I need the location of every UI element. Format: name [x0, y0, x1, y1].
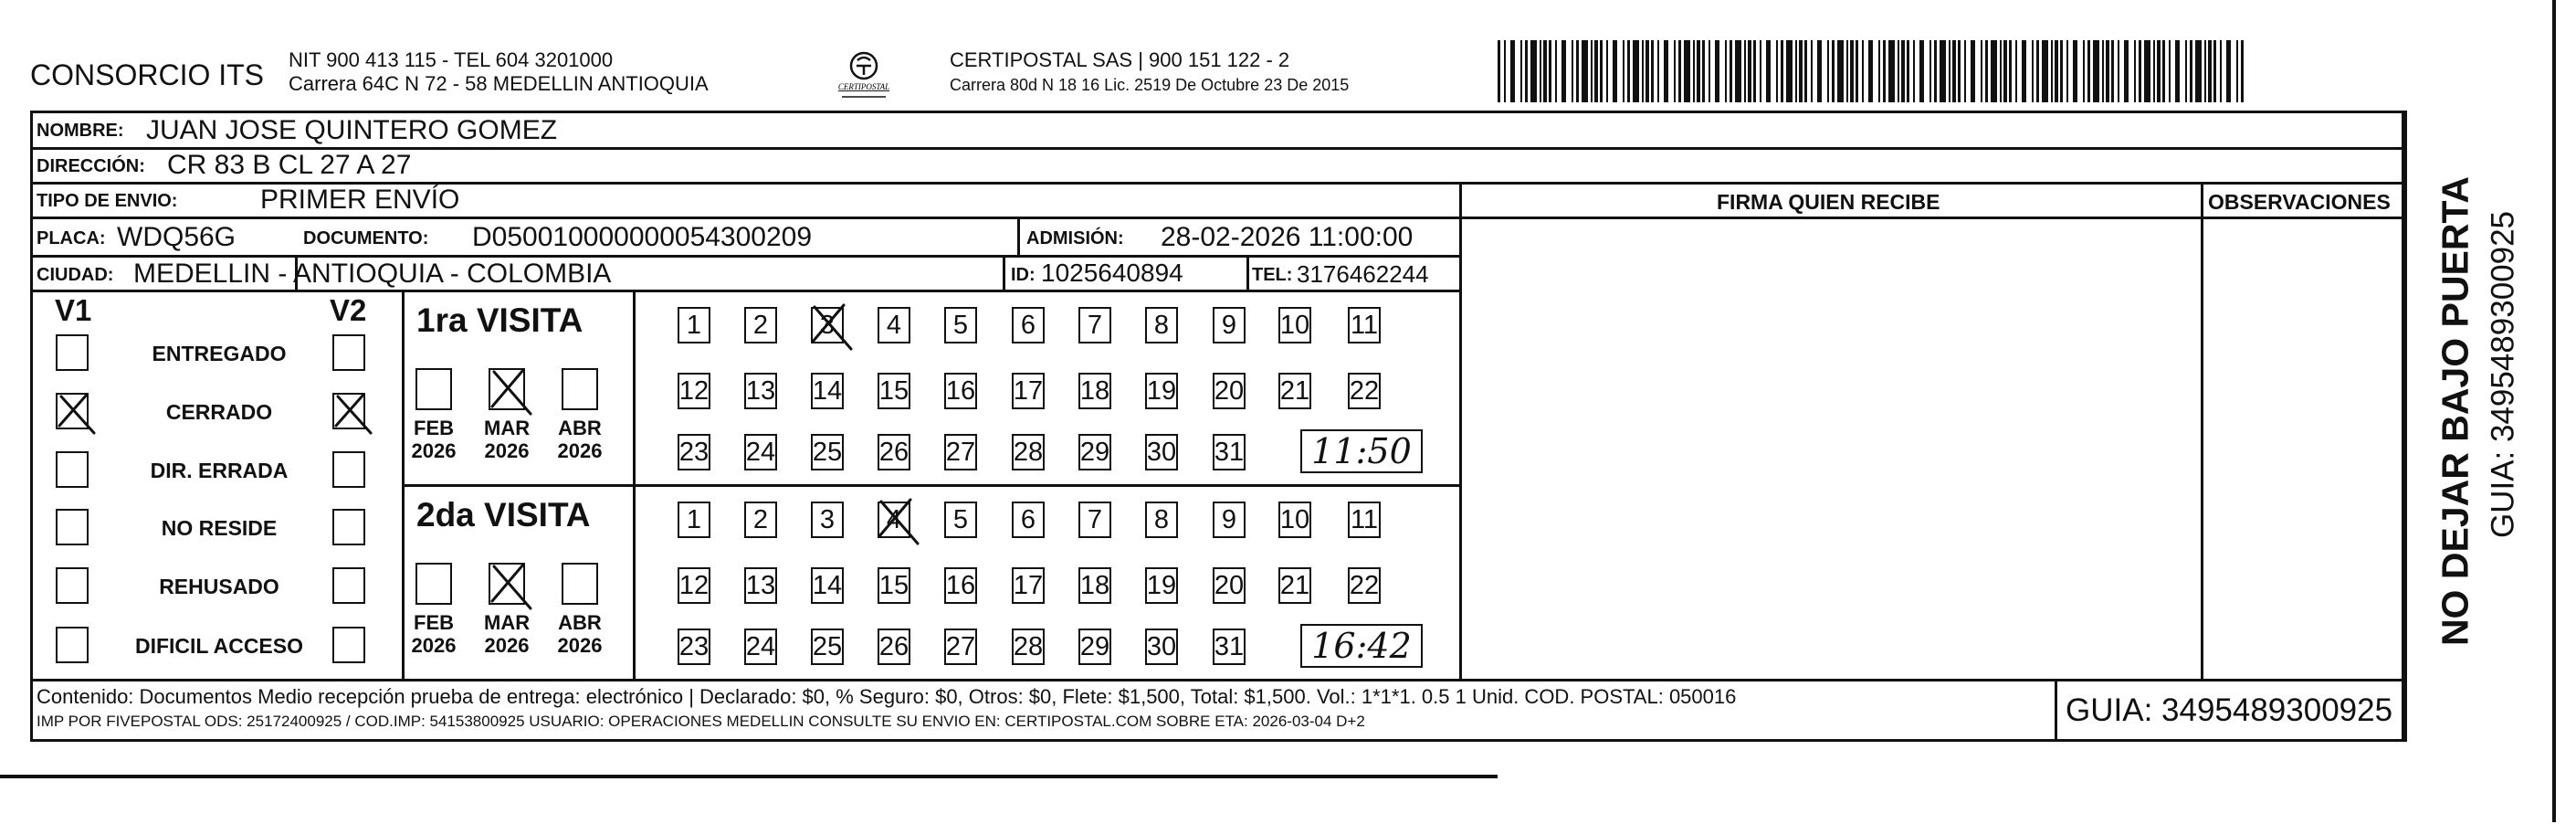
- day-box[interactable]: 12: [678, 373, 710, 409]
- page-edge: [0, 775, 1498, 778]
- barcode: [1498, 40, 2246, 102]
- day-box[interactable]: 28: [1012, 629, 1045, 665]
- month-year: 2026: [557, 439, 603, 462]
- placa-label: PLACA:: [37, 228, 106, 248]
- day-box[interactable]: 1: [678, 307, 710, 343]
- nombre-value: JUAN JOSE QUINTERO GOMEZ: [146, 115, 558, 145]
- v1-checkbox[interactable]: [56, 627, 89, 663]
- observaciones-header: OBSERVACIONES: [2208, 190, 2391, 214]
- v2-checkbox[interactable]: [332, 451, 365, 488]
- day-box[interactable]: 24: [744, 629, 777, 665]
- day-box[interactable]: 25: [811, 629, 844, 665]
- day-box[interactable]: 20: [1213, 373, 1246, 409]
- day-box[interactable]: 4: [878, 307, 910, 343]
- day-box[interactable]: 30: [1145, 629, 1178, 665]
- month-label: FEB: [414, 611, 454, 634]
- month-label: ABR: [558, 611, 602, 634]
- v2-checkbox[interactable]: [332, 509, 365, 545]
- month-checkmark: [489, 563, 525, 605]
- day-box[interactable]: 30: [1145, 434, 1178, 470]
- day-box[interactable]: 7: [1078, 502, 1111, 538]
- visit-time[interactable]: 11:50: [1300, 429, 1423, 473]
- visit-title: 1ra VISITA: [416, 301, 584, 339]
- carrier-line: CERTIPOSTAL SAS | 900 151 122 - 2: [950, 48, 1290, 71]
- day-box[interactable]: 5: [944, 502, 977, 538]
- day-box[interactable]: 11: [1348, 307, 1381, 343]
- day-box[interactable]: 14: [811, 373, 844, 409]
- status-label: DIR. ERRADA: [150, 459, 289, 482]
- day-box[interactable]: 21: [1278, 373, 1311, 409]
- day-checkmark: [809, 303, 846, 345]
- day-box[interactable]: 29: [1078, 434, 1111, 470]
- day-box[interactable]: 11: [1348, 502, 1381, 538]
- day-box[interactable]: 23: [678, 629, 710, 665]
- v1-checkbox[interactable]: [56, 567, 89, 604]
- svg-text:CERTIPOSTAL: CERTIPOSTAL: [837, 82, 890, 91]
- status-label: REHUSADO: [159, 575, 279, 598]
- day-box[interactable]: 26: [878, 434, 910, 470]
- day-checkmark: [876, 498, 912, 540]
- day-box[interactable]: 20: [1213, 567, 1246, 604]
- documento-value: D050010000000054300209: [472, 222, 813, 252]
- side-guia: GUIA: 3495489300925: [2485, 210, 2521, 539]
- footer-guia: GUIA: 3495489300925: [2066, 692, 2393, 728]
- day-box[interactable]: 22: [1348, 567, 1381, 604]
- imp-text: IMP POR FIVEPOSTAL ODS: 25172400925 / COD.IMP: 54153800925 USUARIO: OPERACIONES MEDELLIN CONSULTE SU ENVIO EN: CERTIPOSTAL.COM SOBRE ETA: 2026-03-04 D+2: [37, 713, 1365, 730]
- day-box[interactable]: 1: [678, 502, 710, 538]
- day-box[interactable]: 2: [744, 502, 777, 538]
- day-box[interactable]: 14: [811, 567, 844, 604]
- month-label: MAR: [484, 611, 531, 634]
- day-box[interactable]: 18: [1078, 567, 1111, 604]
- tipo-envio-label: TIPO DE ENVIO:: [37, 191, 178, 211]
- day-box[interactable]: 17: [1012, 567, 1045, 604]
- certipostal-logo: [831, 48, 897, 102]
- month-year: 2026: [411, 439, 457, 462]
- month-year: 2026: [484, 439, 530, 462]
- day-box[interactable]: 3: [811, 307, 844, 343]
- day-box[interactable]: 29: [1078, 629, 1111, 665]
- visit-time[interactable]: 16:42: [1300, 624, 1423, 668]
- day-box[interactable]: 12: [678, 567, 710, 604]
- day-box[interactable]: 2: [744, 307, 777, 343]
- day-box[interactable]: 18: [1078, 373, 1111, 409]
- day-box[interactable]: 10: [1278, 502, 1311, 538]
- month-year: 2026: [411, 634, 457, 657]
- day-box[interactable]: 19: [1145, 373, 1178, 409]
- status-label: ENTREGADO: [152, 342, 287, 365]
- no-dejar-bajo-puerta: NO DEJAR BAJO PUERTA: [2434, 175, 2476, 647]
- nombre-label: NOMBRE:: [37, 121, 124, 141]
- month-checkbox[interactable]: [562, 563, 598, 605]
- day-box[interactable]: 27: [944, 629, 977, 665]
- direccion-label: DIRECCIÓN:: [37, 156, 145, 176]
- day-box[interactable]: 16: [944, 567, 977, 604]
- month-checkbox[interactable]: [415, 368, 452, 410]
- day-box[interactable]: 24: [744, 434, 777, 470]
- day-box[interactable]: 22: [1348, 373, 1381, 409]
- license-line: Carrera 80d N 18 16 Lic. 2519 De Octubre 23 De 2015: [950, 76, 1350, 94]
- status-label: DIFICIL ACCESO: [134, 634, 303, 658]
- ciudad-label: CIUDAD:: [37, 265, 114, 285]
- day-box[interactable]: 27: [944, 434, 977, 470]
- day-box[interactable]: 3: [811, 502, 844, 538]
- tel-label: TEL:: [1252, 265, 1293, 285]
- contenido-text: Contenido: Documentos Medio recepción prueba de entrega: electrónico | Declarado: $0, % Seguro: $0, Otros: $0, Flete: $1,500, Total: $1,500. Vol.: 1*1*1. 0.5 1 Unid. COD. POSTAL: 050016: [37, 685, 1737, 708]
- nit-line: NIT 900 413 115 - TEL 604 3201000: [289, 48, 614, 71]
- ciudad-value: MEDELLIN - ANTIOQUIA - COLOMBIA: [133, 259, 612, 289]
- id-value: 1025640894: [1041, 259, 1183, 287]
- v2-checkbox[interactable]: [332, 334, 365, 371]
- direccion-value: CR 83 B CL 27 A 27: [167, 150, 412, 180]
- month-label: ABR: [558, 417, 602, 439]
- day-box[interactable]: 31: [1213, 629, 1246, 665]
- v2-checkbox[interactable]: [332, 627, 365, 663]
- admision-value: 28-02-2026 11:00:00: [1161, 222, 1414, 252]
- month-label: FEB: [414, 417, 454, 439]
- day-box[interactable]: 16: [944, 373, 977, 409]
- month-checkbox[interactable]: [415, 563, 452, 605]
- v1-checkbox[interactable]: [56, 451, 89, 488]
- month-label: MAR: [484, 417, 531, 439]
- v1-header: V1: [55, 293, 92, 327]
- visit-title: 2da VISITA: [416, 496, 591, 533]
- day-box[interactable]: 8: [1145, 307, 1178, 343]
- day-box[interactable]: 9: [1213, 307, 1246, 343]
- day-box[interactable]: 15: [878, 373, 910, 409]
- v2-header: V2: [330, 293, 367, 327]
- day-box[interactable]: 19: [1145, 567, 1178, 604]
- day-box[interactable]: 10: [1278, 307, 1311, 343]
- month-checkmark: [489, 368, 525, 410]
- v1-checkbox[interactable]: [56, 334, 89, 371]
- day-box[interactable]: 21: [1278, 567, 1311, 604]
- day-box[interactable]: 7: [1078, 307, 1111, 343]
- day-box[interactable]: 17: [1012, 373, 1045, 409]
- day-box[interactable]: 6: [1012, 307, 1045, 343]
- day-box[interactable]: 5: [944, 307, 977, 343]
- company-name: CONSORCIO ITS: [30, 58, 265, 91]
- day-box[interactable]: 4: [878, 502, 910, 538]
- documento-label: DOCUMENTO:: [303, 228, 429, 248]
- v2-checkbox[interactable]: [332, 567, 365, 604]
- day-box[interactable]: 9: [1213, 502, 1246, 538]
- day-box[interactable]: 23: [678, 434, 710, 470]
- status-label: CERRADO: [165, 400, 273, 424]
- month-year: 2026: [484, 634, 530, 657]
- day-box[interactable]: 15: [878, 567, 910, 604]
- company-address: Carrera 64C N 72 - 58 MEDELLIN ANTIOQUIA: [289, 72, 709, 95]
- tel-value: 3176462244: [1297, 260, 1429, 288]
- placa-value: WDQ56G: [117, 222, 237, 252]
- day-box[interactable]: 25: [811, 434, 844, 470]
- day-box[interactable]: 13: [744, 373, 777, 409]
- day-box[interactable]: 26: [878, 629, 910, 665]
- day-box[interactable]: 31: [1213, 434, 1246, 470]
- admision-label: ADMISIÓN:: [1026, 228, 1124, 248]
- month-year: 2026: [557, 634, 603, 657]
- id-label: ID:: [1011, 265, 1036, 285]
- v1-checkmark: [56, 393, 89, 429]
- day-box[interactable]: 8: [1145, 502, 1178, 538]
- day-box[interactable]: 28: [1012, 434, 1045, 470]
- firma-header: FIRMA QUIEN RECIBE: [1717, 190, 1940, 214]
- tipo-envio-value: PRIMER ENVÍO: [260, 185, 460, 215]
- v1-checkbox[interactable]: [56, 509, 89, 545]
- day-box[interactable]: 6: [1012, 502, 1045, 538]
- v2-checkmark: [332, 393, 365, 429]
- page-edge-right: [2552, 0, 2556, 822]
- month-checkbox[interactable]: [562, 368, 598, 410]
- status-label: NO RESIDE: [161, 516, 278, 540]
- day-box[interactable]: 13: [744, 567, 777, 604]
